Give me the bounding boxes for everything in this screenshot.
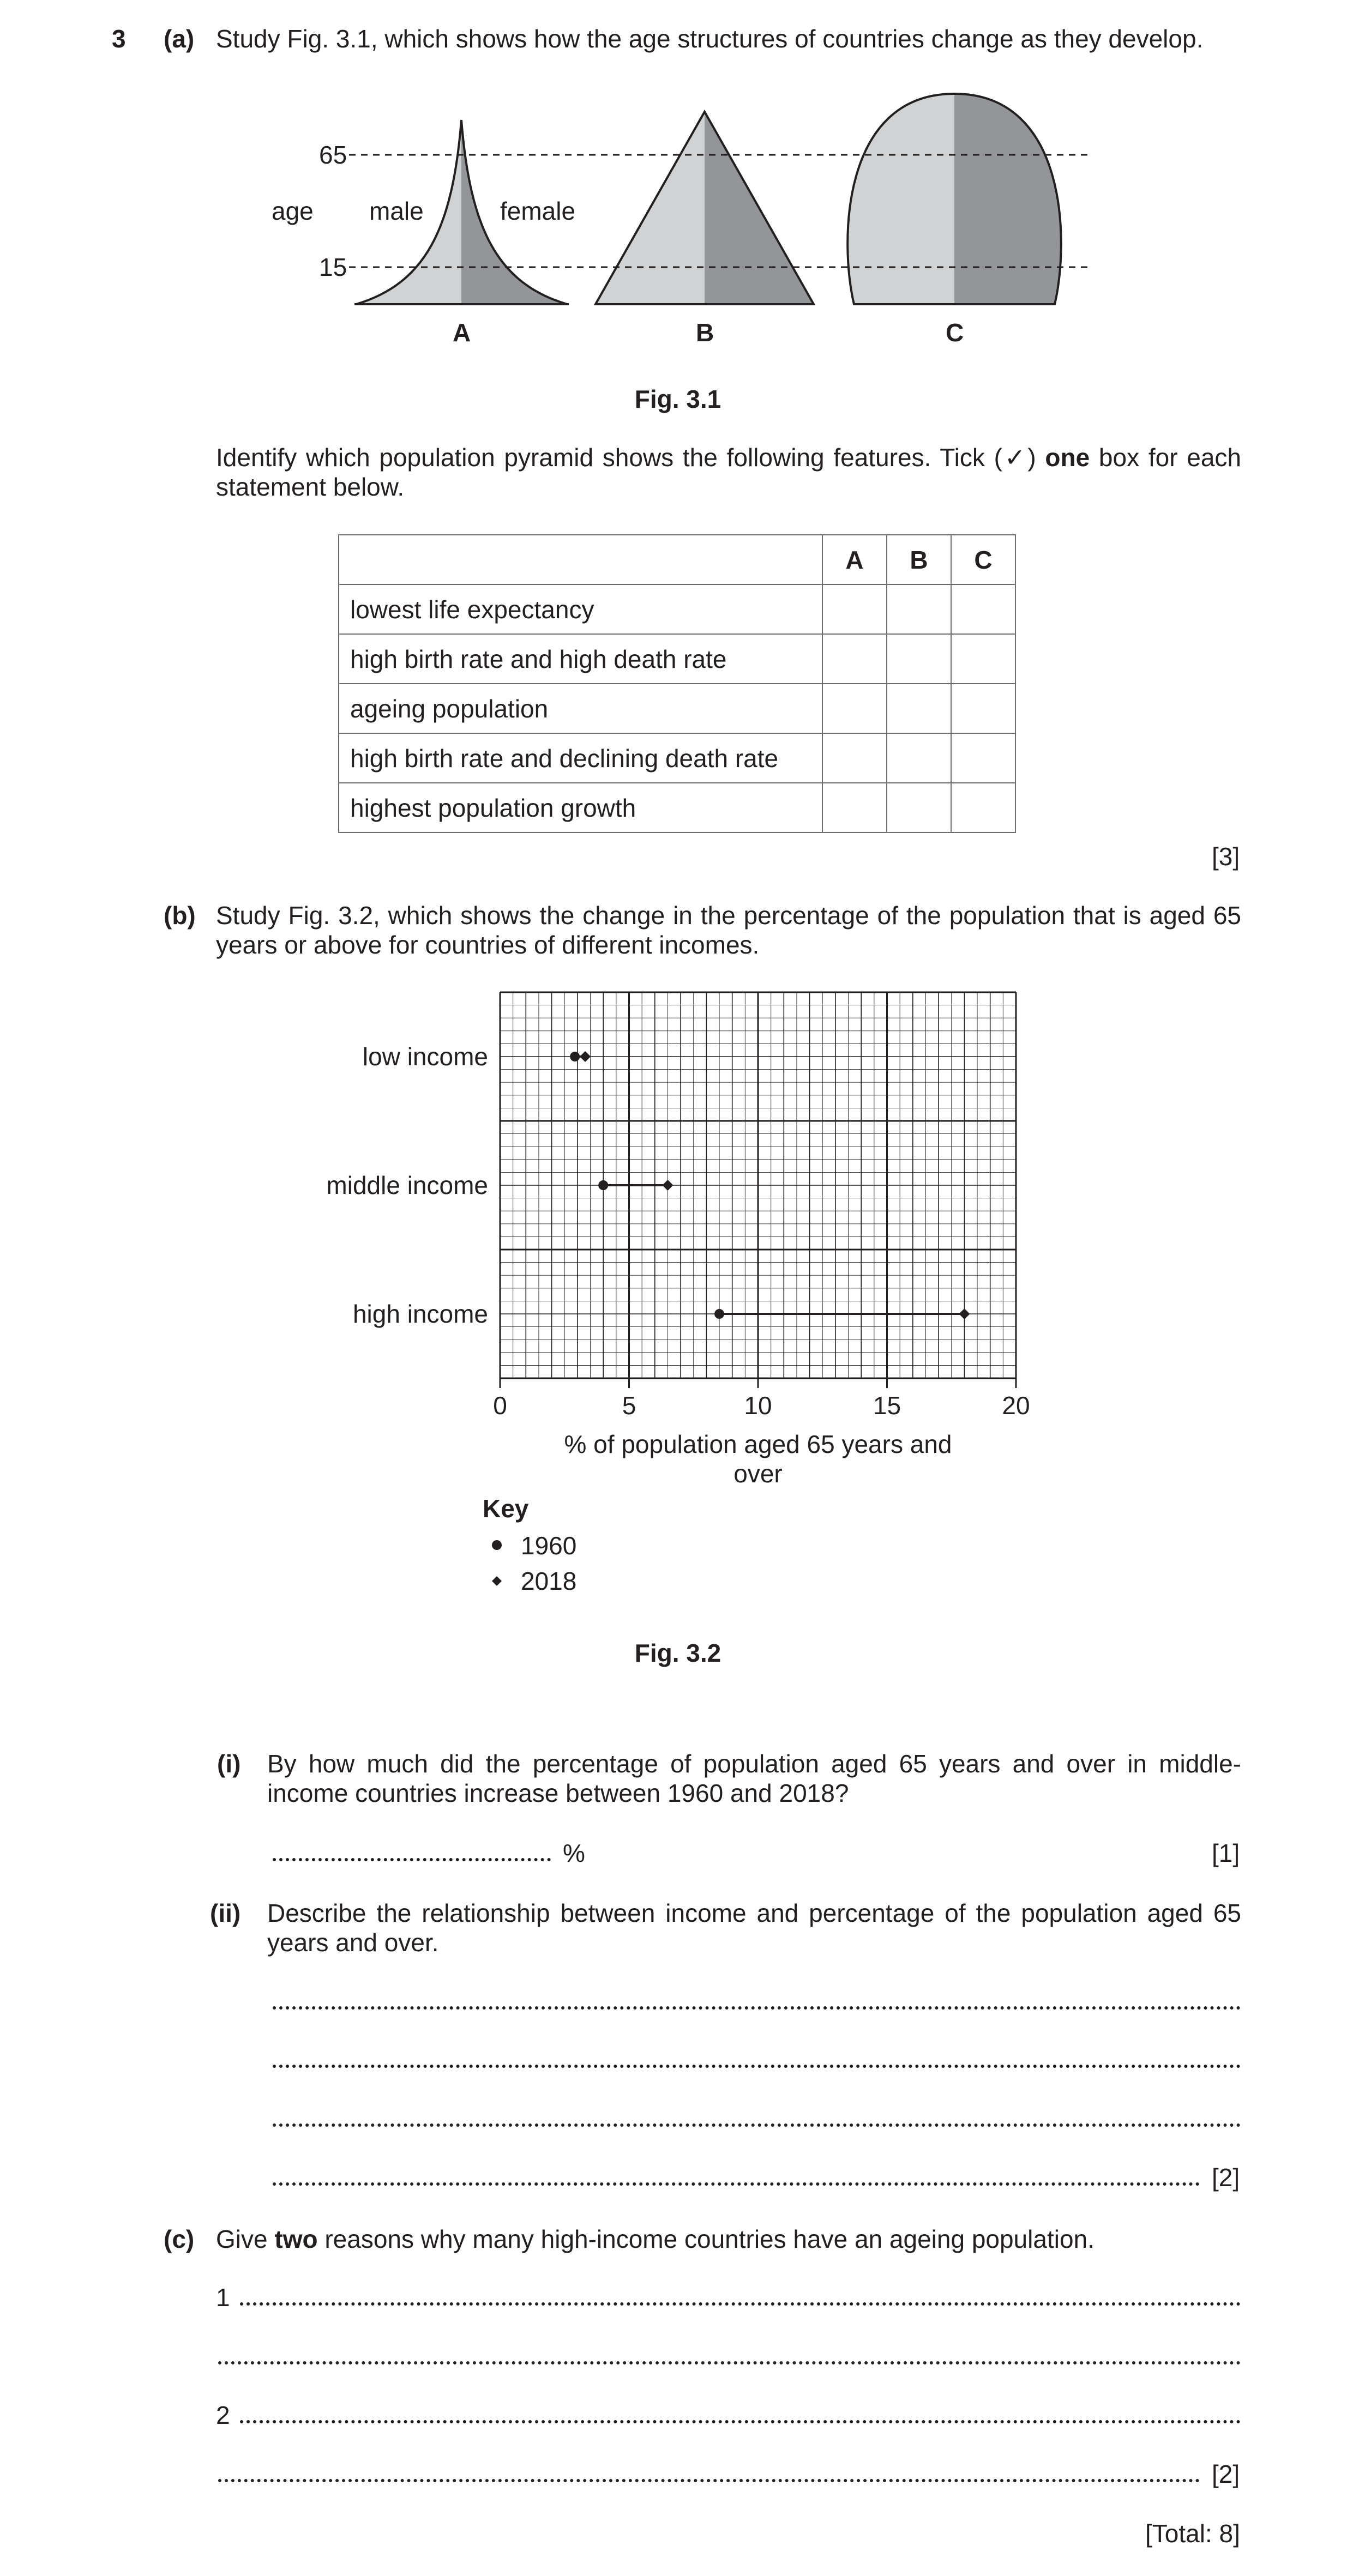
tick-table (338, 534, 1016, 833)
pyramid-b (596, 112, 814, 304)
fig-3-2-caption: Fig. 3.2 (634, 1639, 721, 1667)
answer-line-i[interactable] (273, 1858, 551, 1861)
tick-box-a[interactable] (822, 733, 887, 783)
tick-box-b[interactable] (887, 733, 951, 783)
pyramid-c-male (847, 94, 954, 304)
x-tick-label: 10 (744, 1391, 772, 1420)
female-label: female (500, 197, 576, 225)
part-c-text: Give two reasons why many high-income countries have an ageing population. (216, 2225, 1095, 2253)
point-2018 (580, 1051, 591, 1062)
part-a-marks: [3] (1212, 842, 1240, 871)
category-label: low income (362, 1042, 488, 1071)
tick-box-a[interactable] (822, 684, 887, 733)
pyramid-c (847, 94, 1061, 304)
table-row (339, 783, 1015, 832)
legend-diamond-icon (492, 1576, 502, 1586)
legend-2018: 2018 (521, 1567, 577, 1595)
row-statement: lowest life expectancy (339, 584, 822, 634)
part-b-label: (b) (164, 901, 196, 930)
x-tick-label: 0 (493, 1391, 507, 1420)
male-label: male (369, 197, 424, 225)
tick-box-c[interactable] (951, 634, 1015, 684)
tick-box-a[interactable] (822, 584, 887, 634)
question-total: [Total: 8] (1145, 2519, 1240, 2548)
tick-box-c[interactable] (951, 584, 1015, 634)
point-2018 (959, 1308, 970, 1319)
legend-symbols (488, 1531, 510, 1602)
tick-box-b[interactable] (887, 684, 951, 733)
tick-box-b[interactable] (887, 584, 951, 634)
pyramid-c-label: C (946, 318, 964, 347)
x-tick-label: 5 (622, 1391, 636, 1420)
category-labels (326, 1042, 488, 1328)
part-b-intro: Study Fig. 3.2, which shows the change in the percentage of the population that is aged 65 years or above for countries of different incomes. (216, 901, 1241, 959)
tick-box-b[interactable] (887, 783, 951, 832)
question-number: 3 (112, 25, 126, 53)
age-axis-label: age (272, 197, 314, 225)
category-label: high income (352, 1300, 488, 1328)
x-tick-label: 15 (873, 1391, 901, 1420)
tick-table-header (339, 535, 1015, 584)
row-statement: ageing population (339, 684, 822, 733)
row-statement: high birth rate and declining death rate (339, 733, 822, 783)
part-c-marks: [2] (1212, 2460, 1240, 2488)
x-tick-label: 20 (1002, 1391, 1030, 1420)
part-a-intro: Study Fig. 3.1, which shows how the age structures of countries change as they develop. (216, 25, 1204, 53)
answer-line-ii-2[interactable] (273, 2065, 1241, 2068)
row-statement: high birth rate and high death rate (339, 634, 822, 684)
tick-box-c[interactable] (951, 733, 1015, 783)
part-a-label: (a) (164, 25, 195, 53)
answer-line-ii-4[interactable] (273, 2182, 1200, 2186)
point-1960 (570, 1052, 580, 1061)
tick-box-a[interactable] (822, 634, 887, 684)
part-c-label: (c) (164, 2225, 195, 2253)
point-2018 (662, 1180, 673, 1191)
point-1960 (598, 1180, 608, 1190)
table-row (339, 584, 1015, 634)
fig-3-1-caption: Fig. 3.1 (634, 385, 721, 413)
legend-title: Key (483, 1494, 529, 1523)
answer-number-1: 1 (216, 2283, 230, 2312)
sub-ii-text: Describe the relationship between income and percentage of the population aged 65 years and over. (267, 1899, 1241, 1957)
legend-1960: 1960 (521, 1531, 577, 1560)
table-row (339, 733, 1015, 783)
tick-65-label: 65 (319, 141, 347, 169)
table-header-b: B (887, 535, 951, 584)
point-1960 (714, 1309, 724, 1319)
tick-15-label: 15 (319, 253, 347, 281)
answer-number-2: 2 (216, 2401, 230, 2429)
part-a-instruction: Identify which population pyramid shows the following features. Tick (✓) one box for each statement below. (216, 443, 1242, 501)
pyramid-c-female (954, 94, 1061, 304)
answer-line-ii-3[interactable] (273, 2123, 1241, 2127)
sub-i-unit: % (563, 1839, 585, 1867)
pyramid-a-label: A (453, 318, 471, 347)
table-header-c: C (951, 535, 1015, 584)
sub-ii-label: (ii) (210, 1899, 241, 1927)
x-axis-label: % of population aged 65 years and over (564, 1430, 952, 1488)
answer-line-c-1b[interactable] (218, 2361, 1241, 2364)
x-tick-labels (493, 1391, 1030, 1420)
table-row (339, 684, 1015, 733)
pyramid-b-label: B (696, 318, 714, 347)
chart-grid (500, 992, 1016, 1388)
population-pyramids-figure (262, 87, 1102, 371)
tick-box-c[interactable] (951, 783, 1015, 832)
answer-line-c-1a[interactable] (240, 2302, 1241, 2306)
tick-box-c[interactable] (951, 684, 1015, 733)
sub-i-label: (i) (217, 1749, 241, 1778)
answer-line-ii-1[interactable] (273, 2006, 1241, 2010)
sub-i-marks: [1] (1212, 1839, 1240, 1867)
table-row (339, 634, 1015, 684)
answer-line-c-2a[interactable] (240, 2420, 1241, 2423)
answer-line-c-2b[interactable] (218, 2479, 1200, 2482)
sub-ii-marks: [2] (1212, 2163, 1240, 2192)
row-statement: highest population growth (339, 783, 822, 832)
tick-box-a[interactable] (822, 783, 887, 832)
category-label: middle income (326, 1171, 488, 1199)
table-header-a: A (822, 535, 887, 584)
sub-i-text: By how much did the percentage of population aged 65 years and over in middle-income countries increase between 1960 and 2018? (267, 1749, 1241, 1807)
legend-circle-icon (492, 1540, 502, 1550)
tick-box-b[interactable] (887, 634, 951, 684)
